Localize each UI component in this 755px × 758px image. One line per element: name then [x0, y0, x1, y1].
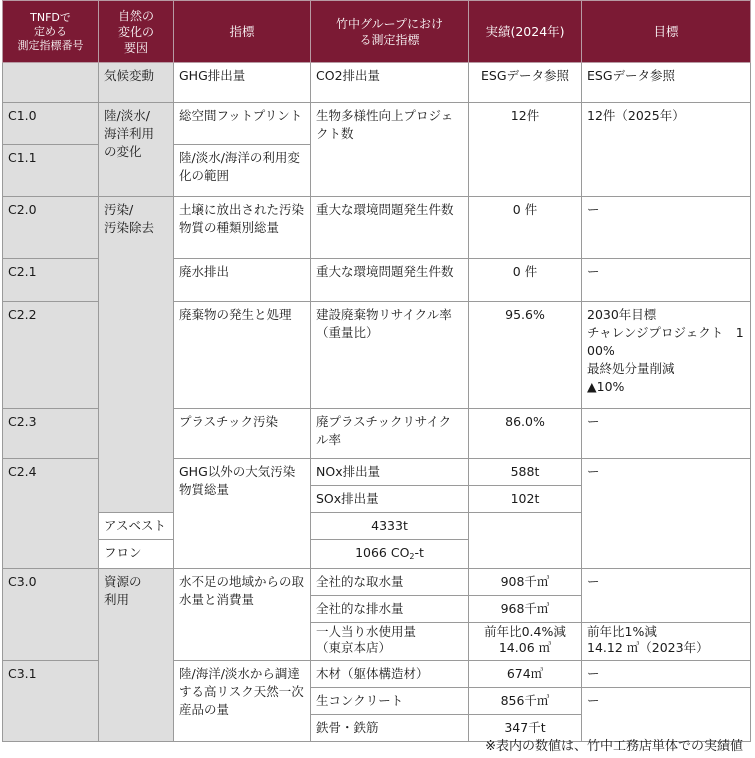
metric-cell: 木材（躯体構造材）	[311, 661, 469, 688]
result-cell: 12件	[469, 103, 582, 197]
metric-cell: 全社的な取水量	[311, 569, 469, 596]
metric-cell: 生コンクリート	[311, 688, 469, 715]
target-cell: ー	[582, 661, 751, 688]
metric-cell: 重大な環境問題発生件数	[311, 197, 469, 259]
result-cell: 95.6%	[469, 302, 582, 409]
header-target: 目標	[582, 1, 751, 63]
indicator-cell: 陸/淡水/海洋の利用変化の範囲	[174, 145, 311, 197]
metric-cell: 重大な環境問題発生件数	[311, 259, 469, 302]
metric-cell: フロン	[99, 540, 174, 569]
metric-cell: 建設廃棄物リサイクル率（重量比）	[311, 302, 469, 409]
result-cell: 4333t	[311, 513, 469, 540]
header-takenaka-metric: 竹中グループにおけ る測定指標	[311, 1, 469, 63]
target-cell: ー	[582, 688, 751, 742]
indicator-cell: 土壌に放出された汚染物質の種類別総量	[174, 197, 311, 259]
table-row	[3, 103, 751, 145]
code-cell: C2.0	[3, 197, 99, 259]
indicator-cell: 陸/海洋/淡水から調達する高リスク天然一次産品の量	[174, 661, 311, 742]
code-cell: C2.1	[3, 259, 99, 302]
metric-cell: SOx排出量	[311, 486, 469, 513]
target-cell: 前年比1%減 14.12 ㎥（2023年）	[582, 623, 751, 661]
code-cell: C1.0	[3, 103, 99, 145]
result-cell: 968千㎥	[469, 596, 582, 623]
result-cell: 102t	[469, 486, 582, 513]
target-cell: ー	[582, 459, 751, 569]
result-cell: ESGデータ参照	[469, 63, 582, 103]
target-cell: ー	[582, 197, 751, 259]
code-cell: C2.3	[3, 409, 99, 459]
result-cell: 856千㎥	[469, 688, 582, 715]
target-cell: ー	[582, 569, 751, 623]
result-cell: 86.0%	[469, 409, 582, 459]
header-result-2024: 実績(2024年)	[469, 1, 582, 63]
code-cell: C3.1	[3, 661, 99, 742]
target-cell: 12件（2025年）	[582, 103, 751, 197]
code-cell	[3, 63, 99, 103]
tnfd-metrics-table	[2, 0, 751, 742]
code-cell: C2.4	[3, 459, 99, 569]
factor-cell: 気候変動	[99, 63, 174, 103]
header-indicator: 指標	[174, 1, 311, 63]
result-cell: 908千㎥	[469, 569, 582, 596]
result-cell: 347千t	[469, 715, 582, 742]
metric-cell: 全社的な排水量	[311, 596, 469, 623]
target-cell: 2030年目標 チャレンジプロジェクト 100% 最終処分量削減 ▲10%	[582, 302, 751, 409]
result-cell: 0 件	[469, 259, 582, 302]
header-nature-change-factor: 自然の 変化の 要因	[99, 1, 174, 63]
metric-cell: 鉄骨・鉄筋	[311, 715, 469, 742]
code-cell: C1.1	[3, 145, 99, 197]
freon-result-main: 1066 CO	[355, 545, 410, 560]
metric-cell: アスベスト	[99, 513, 174, 540]
code-cell: C3.0	[3, 569, 99, 661]
target-cell: ー	[582, 409, 751, 459]
indicator-cell: 廃棄物の発生と処理	[174, 302, 311, 409]
factor-cell: 資源の 利用	[99, 569, 174, 742]
factor-cell: 陸/淡水/ 海洋利用 の変化	[99, 103, 174, 197]
freon-result-subscript: 2	[409, 552, 415, 561]
indicator-cell: プラスチック汚染	[174, 409, 311, 459]
factor-cell: 汚染/ 汚染除去	[99, 197, 174, 513]
table-row	[3, 63, 751, 103]
metric-cell: 廃プラスチックリサイクル率	[311, 409, 469, 459]
indicator-cell: 水不足の地域からの取水量と消費量	[174, 569, 311, 661]
code-cell: C2.2	[3, 302, 99, 409]
footnote: ※表内の数値は、竹中工務店単体での実績値	[485, 739, 743, 754]
indicator-cell: 総空間フットプリント	[174, 103, 311, 145]
metric-cell: 生物多様性向上プロジェクト数	[311, 103, 469, 197]
indicator-cell: GHG以外の大気汚染物質総量	[174, 459, 311, 569]
indicator-cell: 廃水排出	[174, 259, 311, 302]
table-row	[3, 569, 751, 596]
metric-cell: CO2排出量	[311, 63, 469, 103]
result-cell: 前年比0.4%減 14.06 ㎥	[469, 623, 582, 661]
target-cell: ESGデータ参照	[582, 63, 751, 103]
result-cell: 674㎥	[469, 661, 582, 688]
result-cell: 0 件	[469, 197, 582, 259]
result-cell: 588t	[469, 459, 582, 486]
freon-result-unit: -t	[414, 545, 424, 560]
metric-cell: 一人当り水使用量 （東京本店）	[311, 623, 469, 661]
result-cell	[311, 540, 469, 569]
metric-cell: NOx排出量	[311, 459, 469, 486]
header-tnfd-number: TNFDで 定める 測定指標番号	[3, 1, 99, 63]
indicator-cell: GHG排出量	[174, 63, 311, 103]
table-row	[3, 197, 751, 259]
target-cell: ー	[582, 259, 751, 302]
header-row	[3, 1, 751, 63]
